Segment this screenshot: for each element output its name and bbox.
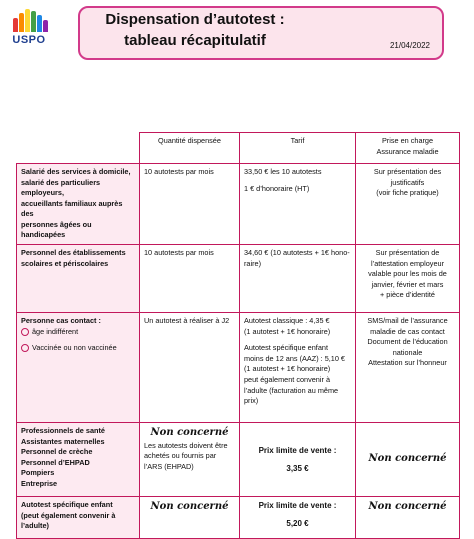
note-line: achetés ou fournis par: [144, 451, 217, 461]
prise-line: Sur présentation de: [375, 248, 440, 258]
label-line: Pompiers: [21, 468, 55, 478]
logo-bar: [43, 20, 48, 32]
uspo-logo: [8, 6, 50, 48]
prise-cell: [356, 423, 460, 497]
table-row: [17, 497, 460, 539]
not-concerned-label: Non concerné: [150, 427, 229, 439]
tarif-line: 34,60 € (10 autotests + 1€ hono-: [244, 248, 350, 258]
label-line: (peut également convenir à: [21, 510, 116, 520]
note-line: l’ARS (EHPAD): [144, 461, 194, 471]
tarif-cell: [240, 423, 356, 497]
label-line: l’adulte): [21, 521, 49, 531]
not-concerned-label: Non concerné: [368, 501, 447, 513]
label-line: Personnel de crèche: [21, 447, 93, 457]
label-line: Autotest spécifique enfant: [21, 500, 113, 510]
prise-cell: [356, 497, 460, 539]
tarif-line: moins de 12 ans (AAZ) : 5,10 €: [244, 353, 345, 363]
prise-cell: [356, 164, 460, 245]
table-row: [17, 313, 460, 423]
row-label: [17, 313, 140, 423]
column-header-tarif: Tarif: [240, 133, 356, 164]
table-row: [17, 164, 460, 245]
option-item: [21, 327, 135, 338]
tarif-line: Autotest classique : 4,35 €: [244, 316, 330, 326]
label-line: Professionnels de santé: [21, 426, 105, 436]
prise-line: SMS/mail de l’assurance: [367, 316, 448, 326]
prise-line: Sur présentation des: [373, 167, 442, 176]
tarif-line: (1 autotest + 1€ honoraire): [244, 326, 331, 336]
label-line: Entreprise: [21, 478, 58, 488]
label-line: Personne cas contact :: [21, 316, 101, 326]
column-header-quantity: Quantité dispensée: [140, 133, 240, 164]
title-banner: [78, 6, 444, 60]
label-line: accueillants familiaux auprès des: [21, 198, 123, 219]
table-row: [17, 245, 460, 313]
prise-line: l’attestation employeur: [370, 258, 444, 268]
price-label: Prix limite de vente :: [258, 445, 337, 455]
price-label: Prix limite de vente :: [258, 501, 337, 511]
prise-line: nationale: [392, 347, 423, 357]
header-empty-cell: [17, 133, 140, 164]
summary-table: [16, 132, 460, 539]
tarif-cell: [240, 497, 356, 539]
tarif-cell: [240, 164, 356, 245]
label-line: scolaires et périscolaires: [21, 258, 109, 268]
row-label: [17, 497, 140, 539]
quantity-cell: 10 autotests par mois: [140, 164, 240, 245]
tarif-line: 33,50 € les 10 autotests: [244, 167, 322, 176]
prise-line: (voir fiche pratique): [376, 188, 439, 198]
note-line: Les autotests doivent être: [144, 440, 228, 450]
option-label: âge indifférent: [32, 326, 79, 336]
logo-bar: [13, 18, 18, 32]
row-label: [17, 245, 140, 313]
logo-text: USPO: [12, 34, 46, 46]
tarif-cell: [240, 245, 356, 313]
header-line: Prise en charge: [381, 136, 434, 145]
quantity-cell: 10 autotests par mois: [140, 245, 240, 313]
prise-line: valable pour les mois de: [368, 269, 447, 279]
prise-line: justificatifs: [390, 177, 425, 187]
price-value: 3,35 €: [286, 463, 309, 473]
quantity-cell: [140, 423, 240, 497]
quantity-cell: [140, 497, 240, 539]
tarif-line: Autotest spécifique enfant: [244, 343, 328, 353]
radio-circle-icon: [21, 328, 29, 336]
page-title-line1: Dispensation d’autotest :: [105, 11, 285, 28]
row-label: [17, 164, 140, 245]
label-line: personnes âgées ou handicapées: [21, 219, 92, 240]
prise-line: + pièce d’identité: [380, 290, 435, 300]
document-date: 21/04/2022: [389, 41, 430, 50]
header-row: [17, 133, 460, 164]
label-line: salarié des particuliers employeurs,: [21, 177, 101, 198]
prise-line: janvier, février et mars: [371, 279, 444, 289]
header-line: Assurance maladie: [376, 146, 439, 156]
label-line: Salarié des services à domicile,: [21, 167, 131, 176]
prise-cell: [356, 313, 460, 423]
not-concerned-label: Non concerné: [368, 453, 447, 465]
price-value: 5,20 €: [286, 518, 309, 528]
tarif-cell: [240, 313, 356, 423]
prise-line: maladie de cas contact: [370, 326, 445, 336]
prise-line: Document de l’éducation: [367, 337, 448, 347]
option-item: [21, 343, 135, 354]
logo-bar: [25, 9, 30, 32]
tarif-line: raire): [244, 258, 262, 268]
radio-circle-icon: [21, 344, 29, 352]
logo-bar: [19, 13, 24, 32]
table-row: [17, 423, 460, 497]
logo-bars: [12, 8, 48, 32]
prise-line: Attestation sur l’honneur: [368, 358, 447, 368]
label-line: Personnel d’EHPAD: [21, 457, 90, 467]
tarif-line: prix): [244, 396, 259, 406]
logo-bar: [37, 15, 42, 32]
option-label: Vaccinée ou non vaccinée: [32, 343, 117, 353]
column-header-prise-en-charge: [356, 133, 460, 164]
label-line: Assistantes maternelles: [21, 436, 105, 446]
tarif-line: peut également convenir à: [244, 374, 330, 384]
prise-cell: [356, 245, 460, 313]
logo-bar: [31, 11, 36, 32]
not-concerned-label: Non concerné: [150, 501, 229, 513]
row-label: [17, 423, 140, 497]
page-title-line2: tableau récapitulatif: [124, 32, 266, 49]
tarif-line: (1 autotest + 1€ honoraire): [244, 364, 331, 374]
tarif-line: l’adulte (facturation au même: [244, 385, 339, 395]
tarif-line: 1 € d’honoraire (HT): [244, 183, 310, 193]
label-line: Personnel des établissements: [21, 248, 126, 258]
quantity-cell: Un autotest à réaliser à J2: [140, 313, 240, 423]
